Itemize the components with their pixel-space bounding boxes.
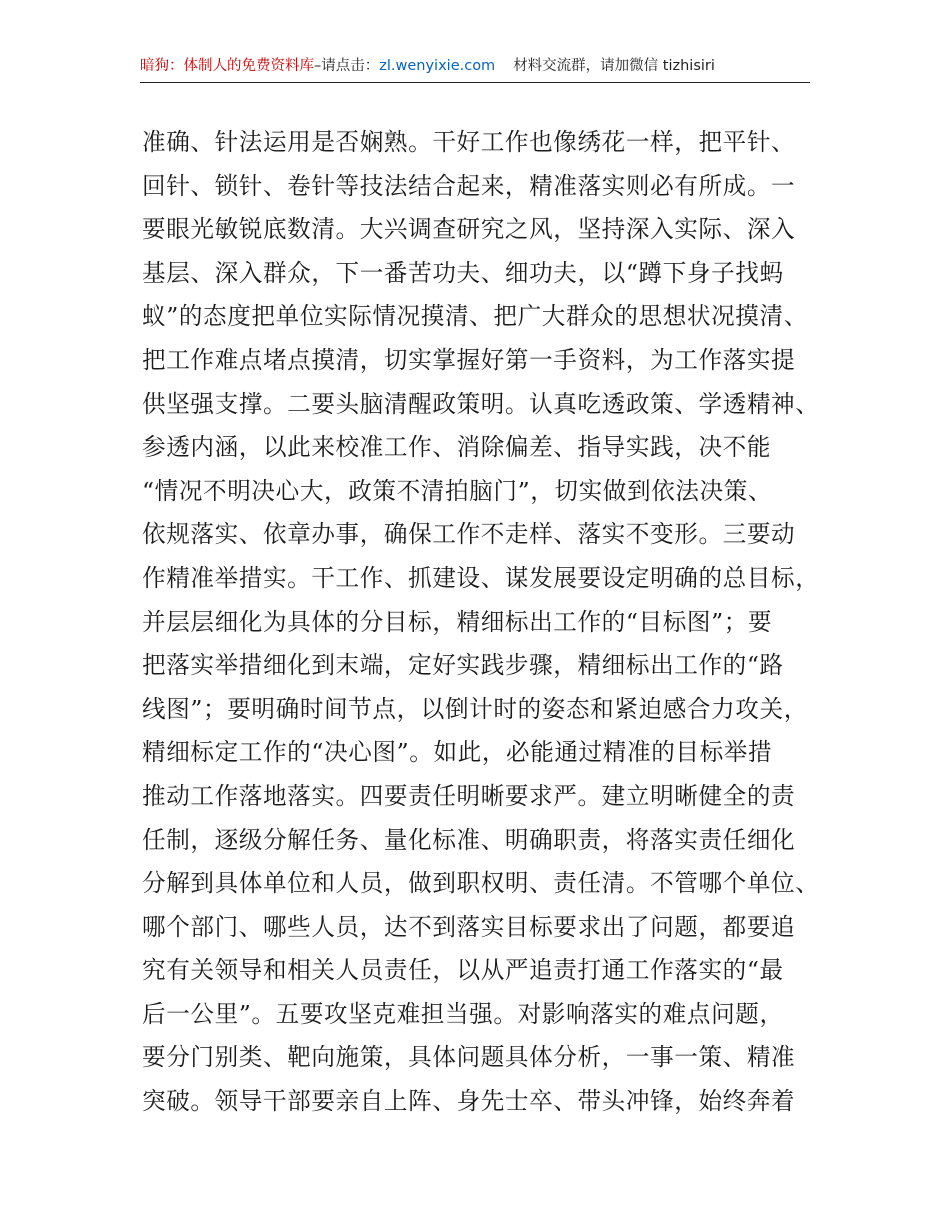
text-line: 后一公里”。五要攻坚克难担当强。对影响落实的难点问题， bbox=[142, 999, 784, 1028]
text-line: 究有关领导和相关人员责任，以从严追责打通工作落实的“最 bbox=[142, 956, 784, 985]
text-line: 要分门别类、靶向施策，具体问题具体分析，一事一策、精准 bbox=[142, 1043, 796, 1072]
page-header bbox=[140, 56, 810, 83]
text-line: 要眼光敏锐底数清。大兴调查研究之风，坚持深入实际、深入 bbox=[142, 215, 796, 244]
text-line: 供坚强支撑。二要头脑清醒政策明。认真吃透政策、学透精神、 bbox=[142, 389, 820, 418]
text-line: 精细标定工作的“决心图”。如此，必能通过精准的目标举措 bbox=[142, 738, 773, 767]
text-line: 回针、锁针、卷针等技法结合起来，精准落实则必有所成。一 bbox=[142, 171, 796, 200]
text-line: 蚁”的态度把单位实际情况摸清、把广大群众的思想状况摸清、 bbox=[142, 302, 808, 331]
text-line: 线图”；要明确时间节点，以倒计时的姿态和紧迫感合力攻关， bbox=[142, 694, 808, 723]
header-contact: 材料交流群，请加微信 tizhisiri bbox=[513, 58, 715, 74]
text-line: 突破。领导干部要亲自上阵、身先士卒、带头冲锋，始终奔着 bbox=[142, 1087, 796, 1116]
text-line: 参透内涵，以此来校准工作、消除偏差、指导实践，决不能 bbox=[142, 433, 772, 462]
text-line: 把工作难点堵点摸清，切实掌握好第一手资料，为工作落实提 bbox=[142, 345, 796, 374]
text-line: 任制，逐级分解任务、量化标准、明确职责，将落实责任细化 bbox=[142, 825, 796, 854]
text-line: 作精准举措实。干工作、抓建设、谋发展要设定明确的总目标， bbox=[142, 563, 820, 592]
text-line: “情况不明决心大，政策不清拍脑门”，切实做到依法决策、 bbox=[142, 476, 773, 505]
text-line: 推动工作落地落实。四要责任明晰要求严。建立明晰健全的责 bbox=[142, 781, 796, 810]
text-line: 依规落实、依章办事，确保工作不走样、落实不变形。三要动 bbox=[142, 520, 796, 549]
text-line: 分解到具体单位和人员，做到职权明、责任清。不管哪个单位、 bbox=[142, 869, 820, 898]
header-brand: 暗狗：体制人的免费资料库 bbox=[140, 58, 314, 74]
text-line: 准确、针法运用是否娴熟。干好工作也像绣花一样，把平针、 bbox=[142, 128, 796, 156]
text-line: 哪个部门、哪些人员，达不到落实目标要求出了问题，都要追 bbox=[142, 912, 796, 941]
header-url-link[interactable]: zl.wenyixie.com bbox=[379, 58, 496, 74]
header-prompt: –请点击： bbox=[314, 58, 380, 74]
text-line: 基层、深入群众，下一番苦功夫、细功夫，以“蹲下身子找蚂 bbox=[142, 258, 784, 287]
text-line: 并层层细化为具体的分目标，精细标出工作的“目标图”；要 bbox=[142, 607, 773, 636]
document-body bbox=[142, 121, 832, 1124]
text-line: 把落实举措细化到末端，定好实践步骤，精细标出工作的“路 bbox=[142, 651, 784, 680]
